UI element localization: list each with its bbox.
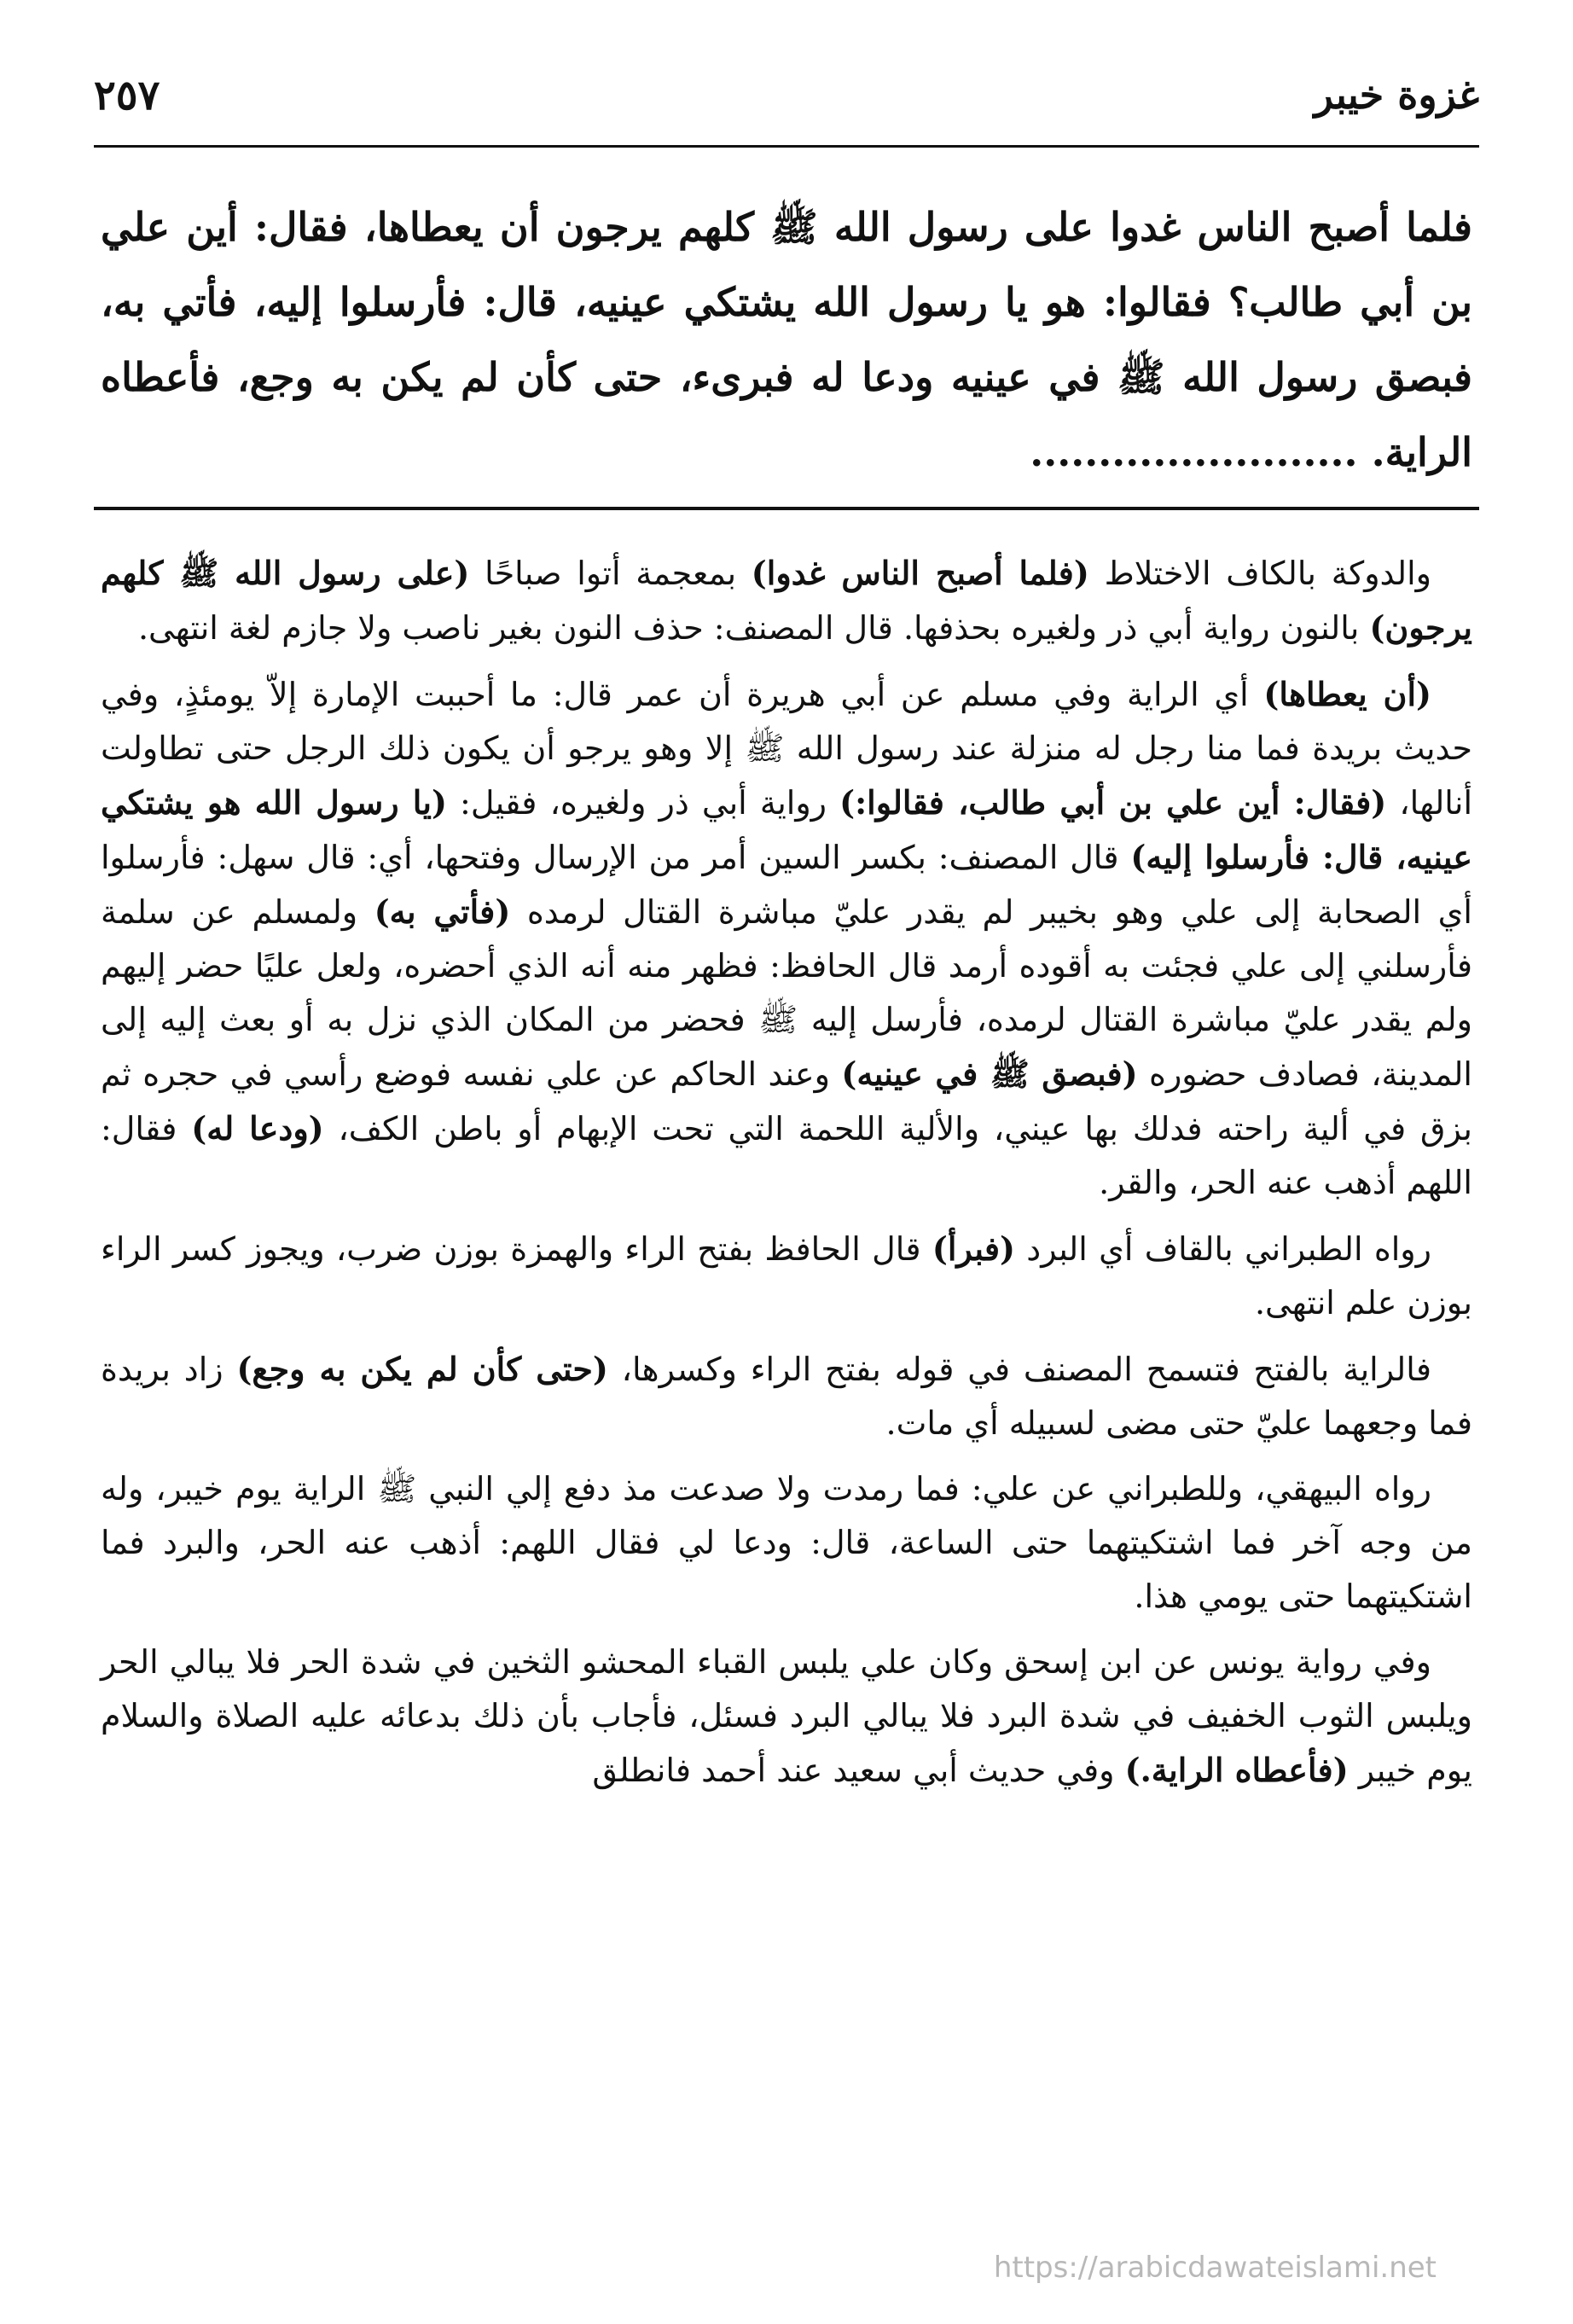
- running-title: غزوة خيبر: [1314, 72, 1479, 118]
- page-header: [94, 72, 1479, 140]
- quoted-phrase: (فأعطاه الراية.): [1124, 1751, 1349, 1789]
- commentary-text: رواه البيهقي، وللطبراني عن علي: فما رمدت ولا صدعت مذ دفع إلي النبي ﷺ الراية يوم خيبر، وله من وجه آخر فما اشتكيتهما حتى الساعة، قال: ودعا لي فقال اللهم: أذهب عنه الحر، والبرد فما اشتكيتهما حتى يومي هذا.: [101, 1470, 1472, 1615]
- commentary-text: رواه الطبراني بالقاف أي البرد: [1014, 1230, 1432, 1268]
- quoted-phrase: (فلما أصبح الناس غدوا): [751, 554, 1089, 592]
- quoted-phrase: (يا رسول الله هو يشتكي عينيه، قال: فأرسلوا إليه): [101, 783, 1472, 876]
- commentary-text: ولمسلم عن سلمة فأرسلني إلى علي فجئت به أقوده أرمد قال الحافظ: فظهر منه أنه الذي أحضره، ولعل عليًا حضر إليهم ولم يقدر عليّ مباشرة القتال لرمده، فأرسل إليه ﷺ فحضر من المكان الذي نزل به أو بعث إليه إلى المدينة، فصادف حضوره: [101, 893, 1472, 1093]
- quoted-phrase: (حتى كأن لم يكن به وجع): [236, 1350, 608, 1388]
- quoted-phrase: (ودعا له): [191, 1109, 324, 1147]
- commentary-text: بمعجمة أتوا صباحًا: [469, 555, 752, 592]
- commentary-paragraph-1: [101, 546, 1472, 655]
- commentary-text: قال الحافظ بفتح الراء والهمزة بوزن ضرب، ويجوز كسر الراء بوزن علم انتهى.: [101, 1230, 1472, 1322]
- header-divider: [94, 145, 1479, 148]
- quoted-phrase: (فبصق ﷺ في عينيه): [841, 1055, 1138, 1093]
- matn-dots: ........................: [1030, 429, 1358, 475]
- watermark-url: https://arabicdawateislami.net: [993, 2251, 1437, 2285]
- commentary-paragraph-3: [101, 1222, 1472, 1330]
- commentary-text: بالنون رواية أبي ذر ولغيره بحذفها. قال المصنف: حذف النون بغير ناصب ولا جازم لغة انتهى.: [137, 609, 1370, 647]
- commentary-paragraph-5: [101, 1462, 1472, 1624]
- commentary-text: أي الراية وفي مسلم عن أبي هريرة أن عمر قال: ما أحببت الإمارة إلاّ يومئذٍ، وفي حديث بريدة فما منا رجل له منزلة عند رسول الله ﷺ إلا وهو يرجو أن يكون ذلك الرجل حتى تطاولت أنالها،: [101, 676, 1472, 822]
- quoted-phrase: (فبرأ): [932, 1229, 1015, 1268]
- quoted-phrase: (على رسول الله ﷺ كلهم يرجون): [101, 554, 1472, 647]
- page-number: ٢٥٧: [94, 72, 160, 119]
- commentary-text: رواية أبي ذر ولغيره، فقيل:: [446, 784, 840, 822]
- commentary-text: فقال: اللهم أذهب عنه الحر، والقر.: [101, 1110, 1472, 1201]
- commentary-paragraph-4: [101, 1342, 1472, 1450]
- quoted-phrase: (أن يعطاها): [1263, 675, 1431, 713]
- commentary-text: زاد بريدة فما وجعهما عليّ حتى مضى لسبيله أي مات.: [101, 1351, 1472, 1442]
- commentary-paragraph-6: [101, 1636, 1472, 1798]
- quoted-phrase: (فقال: أين علي بن أبي طالب، فقالوا:): [839, 783, 1387, 822]
- commentary-paragraph-2: [101, 667, 1472, 1210]
- commentary-text: والدوكة بالكاف الاختلاط: [1088, 555, 1431, 592]
- commentary-text: وفي رواية يونس عن ابن إسحق وكان علي يلبس القباء المحشو الثخين في شدة الحر فلا يبالي الحر ويلبس الثوب الخفيف في شدة البرد فلا يبالي البرد فسئل، فأجاب بأن ذلك بدعائه عليه الصلاة والسلام يوم خيبر: [101, 1643, 1472, 1789]
- quoted-phrase: (فأتي به): [374, 892, 511, 931]
- commentary-text: وفي حديث أبي سعيد عند أحمد فانطلق: [592, 1752, 1125, 1789]
- commentary-text: فالراية بالفتح فتسمح المصنف في قوله بفتح الراء وكسرها،: [607, 1351, 1431, 1388]
- commentary-block: [101, 546, 1472, 1810]
- commentary-text: وعند الحاكم عن علي نفسه فوضع رأسي في حجره ثم بزق في ألية راحته فدلك بها عيني، والألية اللحمة التي تحت الإبهام أو باطن الكف،: [101, 1055, 1472, 1147]
- commentary-text: قال المصنف: بكسر السين أمر من الإرسال وفتحها، أي: قال سهل: فأرسلوا أي الصحابة إلى علي وهو بخيبر لم يقدر عليّ مباشرة القتال لرمده: [101, 839, 1472, 931]
- matn-divider: [94, 507, 1479, 510]
- matn-text: فلما أصبح الناس غدوا على رسول الله ﷺ كلهم يرجون أن يعطاها، فقال: أين علي بن أبي طالب؟ فقالوا: هو يا رسول الله يشتكي عينيه، قال: فأرسلوا إليه، فأتي به، فبصق رسول الله ﷺ في عينيه ودعا له فبرىء، حتى كأن لم يكن به وجع، فأعطاه الراية.: [101, 204, 1472, 475]
- matn-text-block: [101, 189, 1472, 490]
